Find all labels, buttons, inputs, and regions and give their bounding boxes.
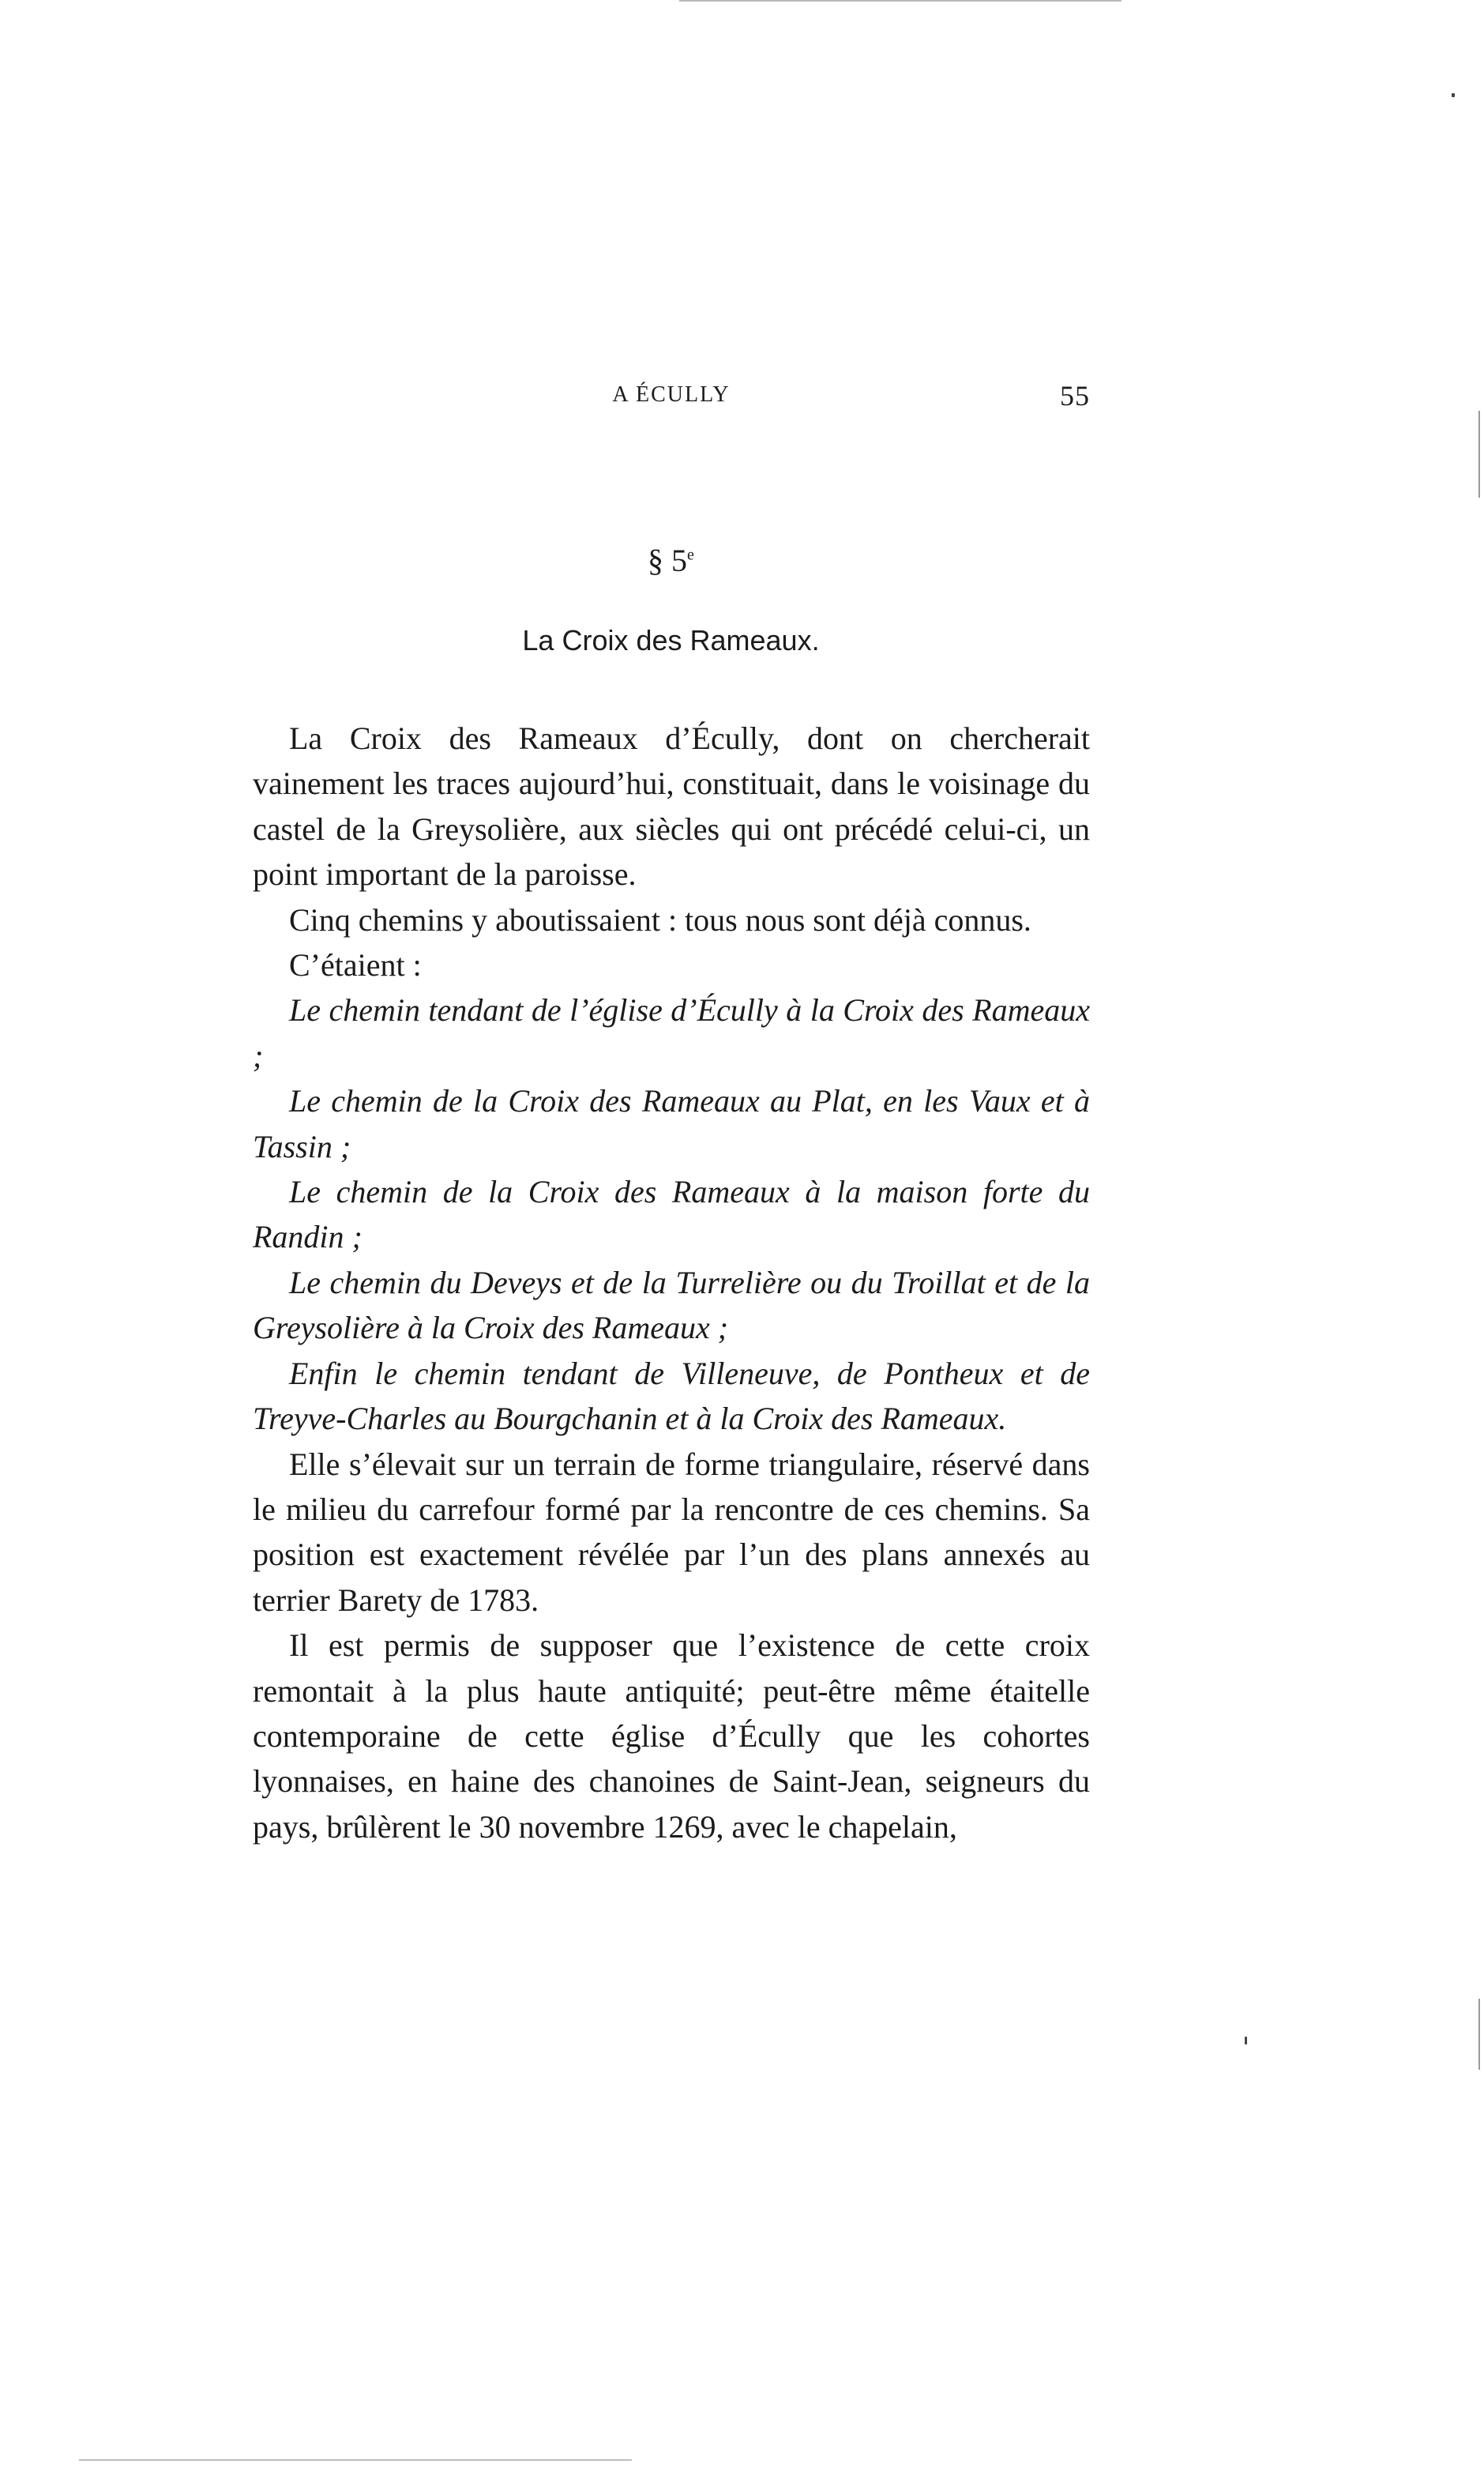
scan-edge-bottom [79,2459,632,2461]
scan-edge-right-upper [1478,411,1480,498]
running-title: A ÉCULLY [612,382,731,407]
paragraph: Cinq chemins y aboutissaient : tous nous sont déjà connus. [289,901,1031,938]
paragraph: C’étaient : [289,947,422,984]
paragraph: La Croix des Rameaux d’Écully, dont on chercherait vainement les traces aujourd’hui, constituait, dans le voisinage du castel de la Greysolière, aux siècles qui ont précédé celui-ci, un point important de la paroisse. [253,720,1090,893]
paragraph: Elle s’élevait sur un terrain de forme triangulaire, réservé dans le milieu du carrefour formé par la rencontre de ces chemins. Sa position est exactement révélée par l’un des plans annexés au terrier Barety de 1783. [253,1446,1090,1618]
running-head [253,382,1090,414]
road-list-item: Le chemin du Deveys et de la Turrelière ou du Troillat et de la Greysolière à la Croix des Rameaux ; [253,1264,1090,1346]
section-mark-text: § 5 [648,543,688,578]
section-title: La Croix des Rameaux. [522,624,820,656]
road-list-item: Enfin le chemin tendant de Villeneuve, de Pontheux et de Treyve-Charles au Bourgchanin et à la Croix des Rameaux. [253,1355,1090,1437]
scan-speck [1452,93,1455,97]
section-number [0,542,1342,579]
scan-edge-right-lower [1478,1999,1480,2070]
scan-edge-top [679,0,1121,2]
scan-speck [1245,2037,1247,2044]
section-mark-superscript: e [687,546,694,564]
page-number: 55 [1060,380,1090,412]
road-list-item: Le chemin tendant de l’église d’Écully à la Croix des Rameaux ; [253,992,1090,1074]
road-list-item: Le chemin de la Croix des Rameaux au Plat, en les Vaux et à Tassin ; [253,1083,1090,1164]
paragraph: Il est permis de supposer que l’existence de cette croix remontait à la plus haute antiquité; peut-être même étaitelle contemporaine de cette église d’Écully que les cohortes lyonnaises, en haine des chanoines de Saint-Jean, seigneurs du pays, brûlèrent le 30 novembre 1269, avec le chapelain, [253,1627,1090,1845]
body-text [253,716,1090,1849]
road-list-item: Le chemin de la Croix des Rameaux à la maison forte du Randin ; [253,1174,1090,1255]
